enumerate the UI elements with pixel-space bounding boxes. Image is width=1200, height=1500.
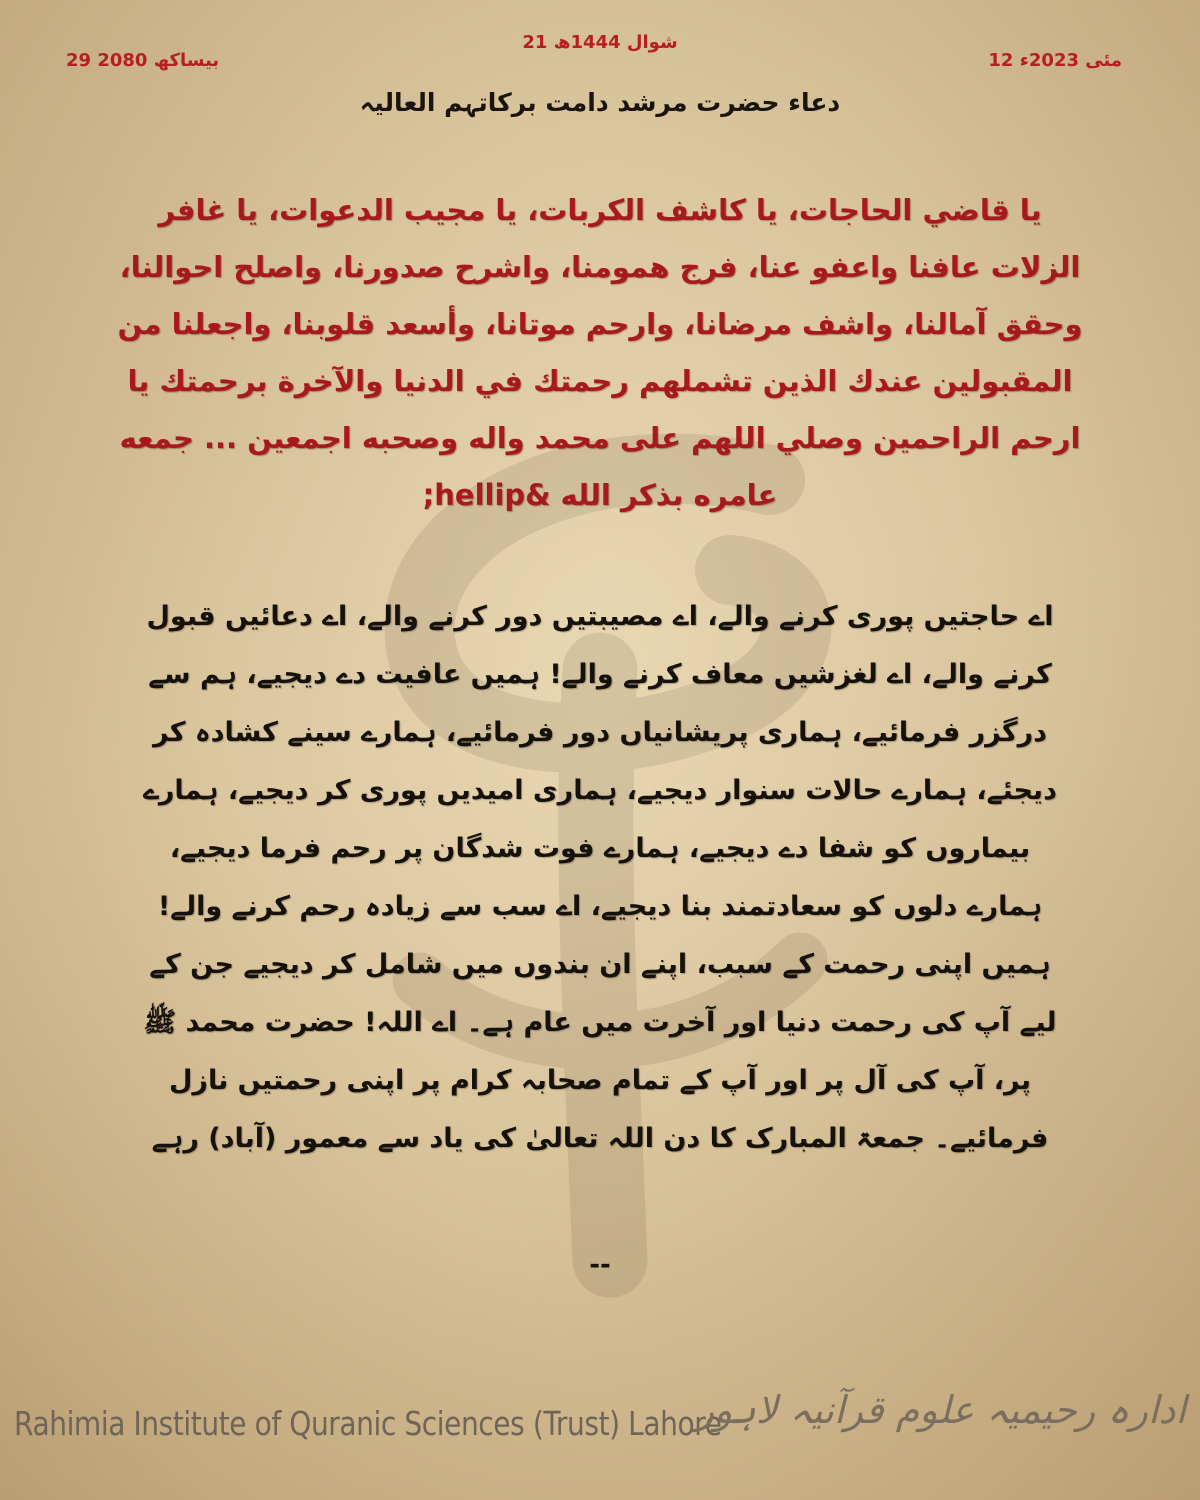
institute-name-english: Rahimia Institute of Quranic Sciences (Trust) Lahore	[14, 1404, 722, 1443]
urdu-translation-text: اے حاجتیں پوری کرنے والے، اے مصیبتیں دور کرنے والے، اے دعائیں قبول کرنے والے، اے لغزشیں معاف کرنے والے! ہمیں عافیت دے دیجیے، ہم سے درگزر فرمائیے، ہماری پریشانیاں دور فرمائیے، ہمارے سینے کشادہ کر دیجئے، ہمارے حالات سنوار دیجیے، ہماری امیدیں پوری کر دیجیے، ہمارے بیماروں کو شفا دے دیجیے، ہمارے فوت شدگان پر رحم فرما دیجیے، ہمارے دلوں کو سعادتمند بنا دیجیے، اے سب سے زیادہ رحم کرنے والے! ہمیں اپنی رحمت کے سبب، اپنے ان بندوں میں شامل کر دیجیے جن کے لیے آپ کی رحمت دنیا اور آخرت میں عام ہے۔ اے اللہ! حضرت محمد ﷺ پر، آپ کی آل پر اور آپ کے تمام صحابہ کرام پر اپنی رحمتیں نازل فرمائیے۔ جمعۃ المبارک کا دن اللہ تعالیٰ کی یاد سے معمور (آباد) رہے	[143, 601, 1057, 1154]
gregorian-date: 12 مئی 2023ء	[988, 50, 1122, 71]
bikrami-date: 29 بیساکھ 2080	[66, 50, 220, 71]
page-title: دعاء حضرت مرشد دامت برکاتہم العالیہ	[359, 88, 841, 117]
hijri-date: 21 شوال 1444ھ	[522, 32, 678, 53]
institute-logo-urdu: ادارہ رحیمیہ علوم قرآنیہ لاہور	[695, 1388, 1186, 1432]
arabic-dua-text: يا قاضي الحاجات، يا كاشف الكربات، يا مجيب الدعوات، يا غافر الزلات عافنا واعفو عنا، فرج همومنا، واشرح صدورنا، واصلح احوالنا، وحقق آمالنا، واشف مرضانا، وارحم موتانا، وأسعد قلوبنا، واجعلنا من المقبولين عندك الذين تشملهم رحمتك في الدنيا والآخرة برحمتك يا ارحم الراحمين وصلي اللهم على محمد واله وصحبه اجمعين ... جمعه عامره بذكر الله &hellip;	[117, 193, 1083, 512]
closing-dashes: --	[589, 1250, 611, 1280]
